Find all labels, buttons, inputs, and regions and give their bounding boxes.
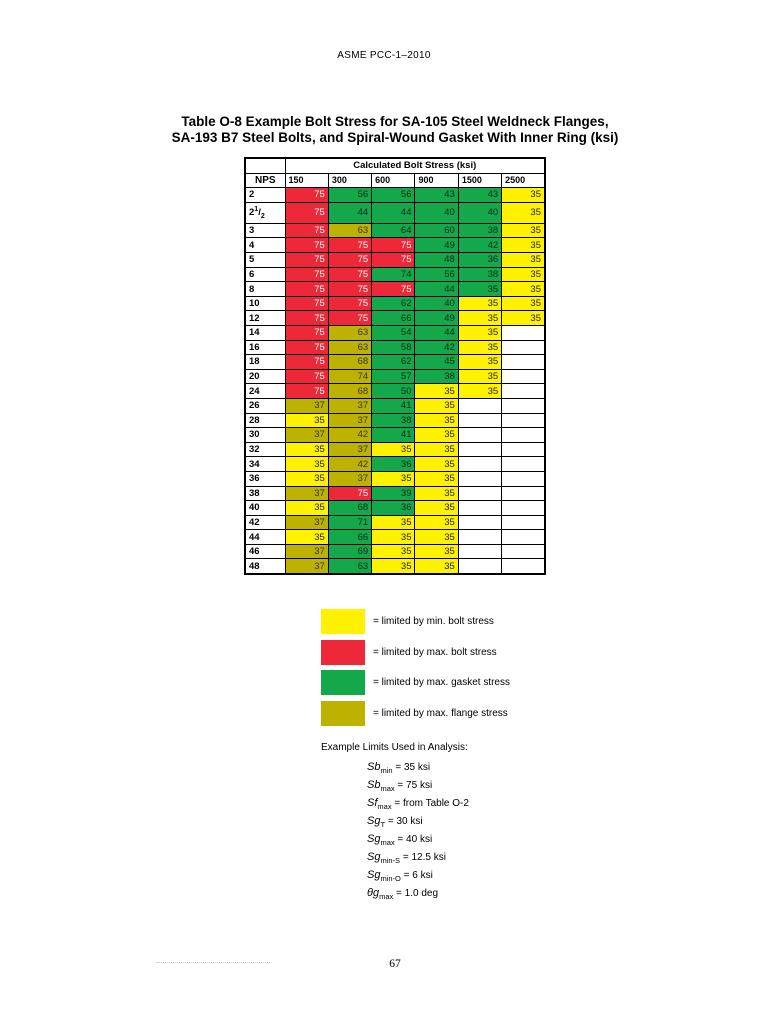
example-limits xyxy=(321,742,469,902)
title-line-1: Table O-8 Example Bolt Stress for SA-105 Steel Weldneck Flanges, xyxy=(181,114,609,129)
limit-symbol: Sg xyxy=(367,833,381,845)
table-row xyxy=(245,544,545,559)
stress-cell: 38 xyxy=(458,267,501,282)
column-header: 1500 xyxy=(458,173,501,188)
bolt-stress-table xyxy=(244,157,546,575)
stress-cell: 36 xyxy=(372,457,415,472)
stress-cell: 35 xyxy=(458,340,501,355)
stress-cell xyxy=(458,544,501,559)
stress-cell: 62 xyxy=(372,296,415,311)
limit-symbol: Sf xyxy=(367,797,378,809)
stress-cell: 35 xyxy=(502,311,545,326)
limit-item xyxy=(367,758,469,776)
stress-cell xyxy=(502,442,545,457)
nps-cell: 42 xyxy=(245,515,285,530)
table-corner xyxy=(245,158,285,173)
nps-cell: 40 xyxy=(245,501,285,516)
legend-label: = limited by max. flange stress xyxy=(373,707,508,719)
column-header: 150 xyxy=(285,173,328,188)
stress-cell: 56 xyxy=(415,267,458,282)
stress-cell xyxy=(502,515,545,530)
nps-cell: 18 xyxy=(245,355,285,370)
stress-cell: 56 xyxy=(372,188,415,203)
stress-cell: 44 xyxy=(372,202,415,223)
table-row xyxy=(245,486,545,501)
stress-cell: 35 xyxy=(285,471,328,486)
limit-value: = 12.5 ksi xyxy=(400,852,446,863)
stress-cell: 75 xyxy=(285,202,328,223)
stress-cell: 35 xyxy=(372,442,415,457)
stress-cell: 35 xyxy=(372,471,415,486)
stress-cell: 75 xyxy=(328,238,371,253)
stress-cell: 35 xyxy=(372,544,415,559)
nps-cell: 2 xyxy=(245,188,285,203)
stress-cell: 39 xyxy=(372,486,415,501)
limit-subscript: max xyxy=(380,784,395,793)
stress-cell: 37 xyxy=(285,544,328,559)
legend-label: = limited by max. gasket stress xyxy=(373,677,510,688)
stress-cell xyxy=(458,471,501,486)
stress-cell: 75 xyxy=(285,238,328,253)
stress-cell xyxy=(502,398,545,413)
stress-cell xyxy=(502,559,545,574)
nps-cell: 30 xyxy=(245,428,285,443)
limit-value: = 1.0 deg xyxy=(393,888,439,899)
limit-value: = 40 ksi xyxy=(394,834,433,845)
limit-symbol: Sb xyxy=(367,779,381,791)
limit-subscript: max xyxy=(379,892,394,901)
stress-cell: 40 xyxy=(415,296,458,311)
nps-cell: 34 xyxy=(245,457,285,472)
stress-cell: 75 xyxy=(285,325,328,340)
nps-cell: 32 xyxy=(245,442,285,457)
table-row xyxy=(245,530,545,545)
stress-cell: 63 xyxy=(328,325,371,340)
table-row xyxy=(245,471,545,486)
stress-cell: 74 xyxy=(372,267,415,282)
limit-value: = from Table O-2 xyxy=(391,798,469,809)
limit-item xyxy=(367,794,469,812)
column-header-row xyxy=(245,173,545,188)
table-row xyxy=(245,296,545,311)
stress-cell: 58 xyxy=(372,340,415,355)
stress-cell: 37 xyxy=(285,559,328,574)
table-row xyxy=(245,369,545,384)
stress-cell: 75 xyxy=(372,238,415,253)
stress-cell: 35 xyxy=(285,530,328,545)
stress-cell xyxy=(458,501,501,516)
stress-cell: 35 xyxy=(502,253,545,268)
table-caption: Calculated Bolt Stress (ksi) xyxy=(285,158,545,173)
stress-cell: 68 xyxy=(328,355,371,370)
stress-cell: 41 xyxy=(372,398,415,413)
legend-label: = limited by min. bolt stress xyxy=(373,616,494,627)
stress-cell: 37 xyxy=(328,413,371,428)
stress-cell xyxy=(502,457,545,472)
stress-cell: 75 xyxy=(328,486,371,501)
limit-subscript: min-S xyxy=(380,856,401,865)
nps-cell: 44 xyxy=(245,530,285,545)
limit-value: = 30 ksi xyxy=(385,816,423,827)
stress-cell: 35 xyxy=(285,413,328,428)
legend-label: = limited by max. bolt stress xyxy=(373,646,497,658)
nps-cell: 24 xyxy=(245,384,285,399)
nps-cell: 6 xyxy=(245,267,285,282)
limit-subscript: max xyxy=(380,838,395,847)
legend-item xyxy=(321,670,510,695)
title-line-2: SA-193 B7 Steel Bolts, and Spiral-Wound Gasket With Inner Ring (ksi) xyxy=(171,130,619,145)
table-body xyxy=(245,188,545,574)
stress-cell: 35 xyxy=(458,296,501,311)
table-row xyxy=(245,398,545,413)
stress-cell: 63 xyxy=(328,223,371,238)
nps-header: NPS xyxy=(245,173,285,188)
limit-item xyxy=(367,776,469,794)
nps-cell: 46 xyxy=(245,544,285,559)
stress-cell: 54 xyxy=(372,325,415,340)
stress-cell: 35 xyxy=(372,530,415,545)
table-row xyxy=(245,325,545,340)
nps-cell: 5 xyxy=(245,253,285,268)
stress-cell xyxy=(458,428,501,443)
page-number: 67 xyxy=(389,958,401,970)
nps-cell: 8 xyxy=(245,282,285,297)
stress-cell: 75 xyxy=(285,253,328,268)
stress-cell: 42 xyxy=(328,457,371,472)
stress-cell: 56 xyxy=(328,188,371,203)
stress-cell: 75 xyxy=(372,253,415,268)
stress-cell: 50 xyxy=(372,384,415,399)
stress-cell: 38 xyxy=(458,223,501,238)
stress-cell: 69 xyxy=(328,544,371,559)
table-row xyxy=(245,188,545,203)
nps-cell: $2^1/_2$ xyxy=(245,202,285,223)
stress-cell: 75 xyxy=(285,296,328,311)
stress-cell: 75 xyxy=(285,384,328,399)
table-row xyxy=(245,457,545,472)
stress-cell xyxy=(458,457,501,472)
stress-cell: 44 xyxy=(328,202,371,223)
limit-item xyxy=(367,812,469,830)
table-row xyxy=(245,267,545,282)
nps-cell: 48 xyxy=(245,559,285,574)
stress-cell: 35 xyxy=(458,355,501,370)
nps-cell: 20 xyxy=(245,369,285,384)
stress-cell xyxy=(458,530,501,545)
stress-cell: 63 xyxy=(328,340,371,355)
stress-cell: 35 xyxy=(285,501,328,516)
stress-cell: 44 xyxy=(415,282,458,297)
table-row xyxy=(245,413,545,428)
table-row xyxy=(245,428,545,443)
stress-cell: 75 xyxy=(285,223,328,238)
stress-cell: 74 xyxy=(328,369,371,384)
running-header: ASME PCC-1–2010 xyxy=(337,50,431,61)
stress-cell: 60 xyxy=(415,223,458,238)
stress-cell xyxy=(458,413,501,428)
nps-cell: 12 xyxy=(245,311,285,326)
limit-item xyxy=(367,830,469,848)
stress-cell: 35 xyxy=(415,471,458,486)
table-title xyxy=(0,114,768,146)
stress-cell: 35 xyxy=(415,544,458,559)
nps-cell: 14 xyxy=(245,325,285,340)
stress-cell xyxy=(502,325,545,340)
legend-item xyxy=(321,609,510,634)
stress-cell: 35 xyxy=(458,311,501,326)
stress-cell: 35 xyxy=(502,282,545,297)
stress-cell: 75 xyxy=(328,296,371,311)
stress-cell xyxy=(502,501,545,516)
stress-cell: 75 xyxy=(328,311,371,326)
limit-subscript: min-O xyxy=(380,874,401,883)
nps-cell: 16 xyxy=(245,340,285,355)
stress-cell: 35 xyxy=(285,457,328,472)
stress-cell: 37 xyxy=(328,442,371,457)
limit-value: = 6 ksi xyxy=(400,870,433,881)
table-row xyxy=(245,282,545,297)
limit-symbol: θg xyxy=(367,887,380,899)
table-row xyxy=(245,311,545,326)
stress-cell: 37 xyxy=(328,398,371,413)
stress-cell xyxy=(458,442,501,457)
stress-cell: 75 xyxy=(285,369,328,384)
stress-cell: 71 xyxy=(328,515,371,530)
stress-cell: 44 xyxy=(415,325,458,340)
limit-subscript: min xyxy=(380,766,393,775)
table-row xyxy=(245,442,545,457)
stress-cell xyxy=(502,428,545,443)
stress-cell: 75 xyxy=(328,253,371,268)
nps-cell: 36 xyxy=(245,471,285,486)
stress-cell: 35 xyxy=(502,267,545,282)
stress-cell xyxy=(502,384,545,399)
stress-cell: 35 xyxy=(415,442,458,457)
limit-symbol: Sg xyxy=(367,869,381,881)
stress-cell xyxy=(502,544,545,559)
stress-cell: 37 xyxy=(285,428,328,443)
table-row xyxy=(245,515,545,530)
nps-cell: 3 xyxy=(245,223,285,238)
stress-cell: 35 xyxy=(372,559,415,574)
limit-subscript: max xyxy=(377,802,392,811)
limit-value: = 35 ksi xyxy=(392,762,431,773)
stress-cell: 35 xyxy=(372,515,415,530)
legend-swatch xyxy=(321,640,365,665)
nps-cell: 28 xyxy=(245,413,285,428)
stress-cell: 42 xyxy=(328,428,371,443)
stress-cell: 35 xyxy=(502,202,545,223)
stress-cell: 75 xyxy=(285,267,328,282)
column-header: 900 xyxy=(415,173,458,188)
stress-cell: 35 xyxy=(502,223,545,238)
column-header: 600 xyxy=(372,173,415,188)
stress-cell: 68 xyxy=(328,501,371,516)
stress-cell: 41 xyxy=(372,428,415,443)
stress-cell: 45 xyxy=(415,355,458,370)
stress-cell: 35 xyxy=(415,530,458,545)
stress-cell xyxy=(502,413,545,428)
nps-cell: 26 xyxy=(245,398,285,413)
stress-cell xyxy=(458,515,501,530)
stress-cell: 68 xyxy=(328,384,371,399)
stress-cell: 35 xyxy=(458,384,501,399)
stress-cell: 42 xyxy=(458,238,501,253)
stress-cell: 35 xyxy=(458,282,501,297)
stress-cell: 35 xyxy=(415,559,458,574)
stress-cell: 35 xyxy=(415,413,458,428)
stress-cell xyxy=(502,471,545,486)
stress-cell: 37 xyxy=(328,471,371,486)
stress-cell: 57 xyxy=(372,369,415,384)
limit-symbol: Sg xyxy=(367,815,381,827)
stress-cell: 43 xyxy=(458,188,501,203)
legend-item xyxy=(321,640,510,665)
stress-cell: 49 xyxy=(415,238,458,253)
stress-cell: 66 xyxy=(372,311,415,326)
stress-cell xyxy=(458,486,501,501)
stress-cell xyxy=(502,530,545,545)
table-row xyxy=(245,340,545,355)
limit-item xyxy=(367,866,469,884)
nps-cell: 4 xyxy=(245,238,285,253)
stress-cell: 75 xyxy=(328,267,371,282)
column-header: 300 xyxy=(328,173,371,188)
limit-symbol: Sb xyxy=(367,761,381,773)
stress-cell: 35 xyxy=(415,501,458,516)
stress-cell: 36 xyxy=(372,501,415,516)
stress-cell: 49 xyxy=(415,311,458,326)
limit-item xyxy=(367,884,469,902)
stress-cell: 75 xyxy=(285,340,328,355)
stress-cell: 38 xyxy=(372,413,415,428)
stress-cell: 35 xyxy=(458,325,501,340)
stress-cell: 75 xyxy=(285,355,328,370)
stress-cell: 35 xyxy=(502,296,545,311)
legend-swatch xyxy=(321,670,365,695)
stress-cell: 35 xyxy=(415,457,458,472)
limit-subscript: T xyxy=(380,820,386,829)
stress-cell: 40 xyxy=(415,202,458,223)
stress-cell: 37 xyxy=(285,486,328,501)
stress-cell: 48 xyxy=(415,253,458,268)
table-row xyxy=(245,253,545,268)
stress-cell: 37 xyxy=(285,515,328,530)
stress-cell xyxy=(458,398,501,413)
stress-cell: 35 xyxy=(415,428,458,443)
stress-cell: 35 xyxy=(502,238,545,253)
limit-item xyxy=(367,848,469,866)
table-row xyxy=(245,559,545,574)
stress-cell: 35 xyxy=(415,384,458,399)
stress-cell: 66 xyxy=(328,530,371,545)
stress-cell: 75 xyxy=(285,311,328,326)
table-row xyxy=(245,238,545,253)
stress-cell: 64 xyxy=(372,223,415,238)
stress-cell xyxy=(502,355,545,370)
stress-cell: 37 xyxy=(285,398,328,413)
limit-value: = 75 ksi xyxy=(394,780,433,791)
stress-cell xyxy=(502,486,545,501)
stress-cell: 35 xyxy=(415,486,458,501)
stress-cell: 35 xyxy=(285,442,328,457)
stress-cell: 35 xyxy=(415,398,458,413)
stress-cell xyxy=(458,559,501,574)
stress-cell: 38 xyxy=(415,369,458,384)
stress-cell xyxy=(502,340,545,355)
stress-cell: 75 xyxy=(285,282,328,297)
stress-cell: 75 xyxy=(372,282,415,297)
color-legend xyxy=(321,609,510,731)
table-row xyxy=(245,223,545,238)
stress-cell: 40 xyxy=(458,202,501,223)
stress-cell: 43 xyxy=(415,188,458,203)
table-row xyxy=(245,501,545,516)
legend-item xyxy=(321,701,510,726)
stress-cell: 35 xyxy=(502,188,545,203)
stress-cell: 62 xyxy=(372,355,415,370)
table-row xyxy=(245,202,545,223)
stress-cell: 75 xyxy=(328,282,371,297)
stress-cell: 75 xyxy=(285,188,328,203)
limits-list xyxy=(321,758,469,902)
stress-cell: 35 xyxy=(458,369,501,384)
limit-symbol: Sg xyxy=(367,851,381,863)
stress-cell: 35 xyxy=(415,515,458,530)
legend-swatch xyxy=(321,701,365,726)
table-row xyxy=(245,355,545,370)
legend-swatch xyxy=(321,609,365,634)
stress-cell: 36 xyxy=(458,253,501,268)
stress-cell xyxy=(502,369,545,384)
limits-heading: Example Limits Used in Analysis: xyxy=(321,742,468,753)
nps-cell: 38 xyxy=(245,486,285,501)
table-row xyxy=(245,384,545,399)
column-header: 2500 xyxy=(502,173,545,188)
stress-cell: 42 xyxy=(415,340,458,355)
nps-cell: 10 xyxy=(245,296,285,311)
stress-cell: 63 xyxy=(328,559,371,574)
